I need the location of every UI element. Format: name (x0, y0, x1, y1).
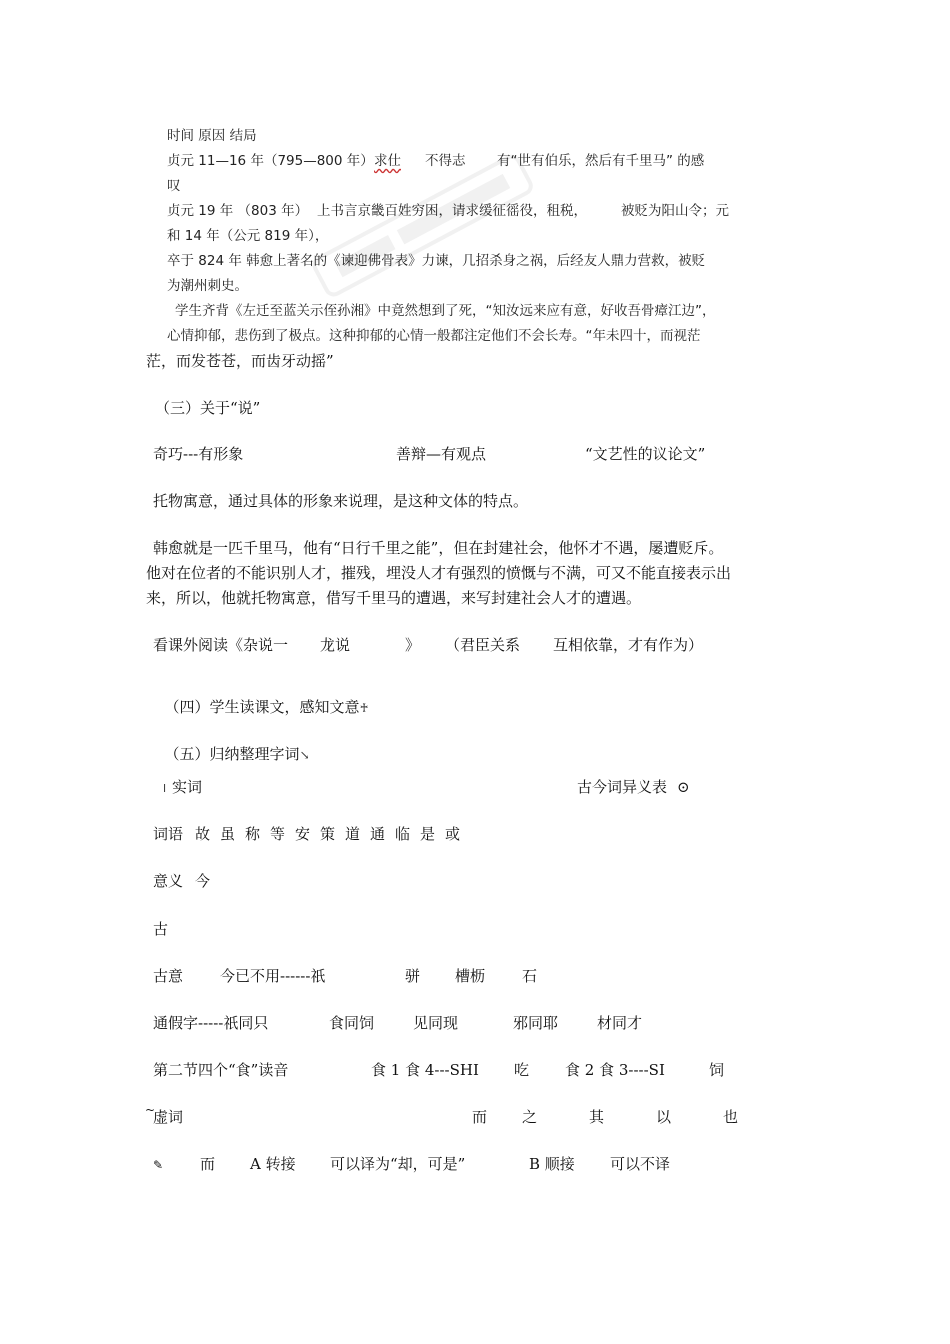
section3-heading: （三）关于“说” (155, 399, 261, 417)
word-item: 是 (420, 825, 436, 843)
meaning-gu: 古 (153, 920, 169, 938)
section5-heading: （五）归纳整理字词 (164, 745, 300, 763)
tongjia-line (153, 1016, 793, 1036)
point-qiqiao: 奇巧---有形象 (153, 445, 244, 463)
row2-result: 被贬为阳山令；元 (621, 203, 729, 219)
reading-b: 龙说 (320, 636, 351, 654)
row1-line-b: 叹 (167, 178, 181, 194)
word-item: 道 (345, 825, 361, 843)
xuci-line (145, 1103, 785, 1130)
guyi-text: 今已不用------祇 (220, 967, 326, 985)
point-shanbian: 善辩—有观点 (396, 445, 487, 463)
section3-para-line3: 来，所以，他就托物寓意，借写千里马的遭遇，来写封建社会人才的遭遇。 (146, 589, 642, 607)
reading-line (153, 638, 793, 658)
row2-cause: 上书言京畿百姓穷困，请求缓征徭役，租税， (317, 203, 587, 219)
row1-line-a (167, 155, 767, 173)
tongjia-item: 材同才 (597, 1014, 643, 1032)
er-word: 而 (200, 1155, 216, 1173)
row1-period: 贞元 11—16 年（795—800 年） (167, 153, 374, 169)
section4-heading: （四）学生读课文，感知文意 (164, 698, 360, 716)
circle-dot-icon: ⊙ (677, 778, 690, 796)
poem-line-a: 学生齐背《左迁至蓝关示侄孙湘》中竟然想到了死，“知汝远来应有意，好收吾骨瘴江边”， (175, 303, 716, 319)
guyi-item: 石 (522, 967, 538, 985)
arrow-mark-icon: ↘ (299, 748, 310, 762)
row1-cause-a: 求仕 (374, 153, 401, 169)
tongjia-item: 食同饲 (329, 1014, 375, 1032)
meaning-jin: 今 (195, 872, 211, 890)
shi-reading-c: 食 2 食 3----SI (565, 1061, 665, 1079)
xuci-item: 以 (656, 1108, 672, 1126)
words-row (153, 827, 553, 847)
shici-label: 实词 (172, 778, 203, 796)
meaning-row (153, 874, 353, 894)
section3-sentence: 托物寓意，通过具体的形象来说理，是这种文体的特点。 (153, 492, 529, 510)
word-item: 故 (195, 825, 211, 843)
er-a-note: 可以译为“却，可是” (330, 1155, 466, 1173)
shi-reading-b: 吃 (514, 1061, 530, 1079)
guyi-label: 古意 (153, 967, 184, 985)
reading-e: 互相依靠，才有作为） (553, 636, 704, 654)
section4-heading-line (155, 685, 369, 715)
reading-d: （君臣关系 (445, 636, 521, 654)
shi-reading-a: 食 1 食 4---SHI (371, 1061, 479, 1079)
shi-reading-label: 第二节四个“食”读音 (153, 1061, 289, 1079)
section5-heading-line (155, 732, 310, 762)
row1-cause-b: 不得志 (425, 153, 466, 169)
cross-mark-icon: ♰ (359, 701, 369, 715)
table-title: 古今词异义表 (577, 778, 668, 796)
row3-line-a: 卒于 824 年 韩愈上著名的《谏迎佛骨表》力谏，几招杀身之祸，后经友人鼎力营救，被贬 (167, 253, 706, 269)
shi-reading-line (153, 1063, 793, 1083)
tilde-mark-icon: ~ (145, 1103, 156, 1117)
word-item: 安 (295, 825, 311, 843)
word-item: 或 (445, 825, 461, 843)
xuci-item: 之 (522, 1108, 538, 1126)
poem-line-b: 心情抑郁，悲伤到了极点。这种抑郁的心情一般都注定他们不会长寿。“年未四十，而视茫 (167, 328, 701, 344)
row2-period: 贞元 19 年 （803 年） (167, 203, 309, 219)
row2-line-a (167, 205, 767, 223)
words-row-label: 词语 (153, 825, 184, 843)
pencil-icon: ✎ (153, 1158, 164, 1172)
word-item: 等 (270, 825, 286, 843)
reading-a: 看课外阅读《杂说一 (153, 636, 289, 654)
guyi-item: 骈 (405, 967, 421, 985)
xuci-item: 其 (589, 1108, 605, 1126)
row3-line-b: 为潮州刺史。 (167, 278, 248, 294)
tongjia-item: 邪同耶 (513, 1014, 559, 1032)
meaning-row-label: 意义 (153, 872, 184, 890)
table-header-row: 时间 原因 结局 (167, 128, 257, 144)
xuci-label: 虚词 (153, 1108, 184, 1126)
er-b-note: 可以不译 (610, 1155, 671, 1173)
poem-line-c: 茫，而发苍苍，而齿牙动摇” (146, 352, 334, 370)
shi-reading-d: 饲 (709, 1061, 725, 1079)
er-line (153, 1157, 793, 1177)
section3-para-line1: 韩愈就是一匹千里马，他有“日行千里之能”，但在封建社会，他怀才不遇，屡遭贬斥。 (153, 539, 724, 557)
section3-para-line2: 他对在位者的不能识别人才，摧残，埋没人才有强烈的愤慨与不满，可又不能直接表示出 (146, 564, 732, 582)
point-wenyi: “文艺性的议论文” (585, 445, 706, 463)
er-b: B 顺接 (529, 1155, 575, 1173)
word-item: 临 (395, 825, 411, 843)
row1-result: 有“世有伯乐，然后有千里马” 的感 (497, 153, 705, 169)
word-item: 虽 (220, 825, 236, 843)
xuci-item: 而 (472, 1108, 488, 1126)
tongjia-item: 见同现 (413, 1014, 459, 1032)
row2-line-b: 和 14 年（公元 819 年）， (167, 228, 329, 244)
shici-marker: ǀ (163, 782, 167, 795)
xuci-item: 也 (723, 1108, 739, 1126)
guyi-item: 槽枥 (455, 967, 486, 985)
reading-c: 》 (405, 636, 421, 654)
guyi-line (153, 969, 793, 989)
section3-points (153, 447, 793, 467)
shici-line (163, 780, 803, 800)
er-a: A 转接 (250, 1155, 296, 1173)
word-item: 策 (320, 825, 336, 843)
word-item: 通 (370, 825, 386, 843)
word-item: 称 (245, 825, 261, 843)
tongjia-label: 通假字-----祇同只 (153, 1014, 269, 1032)
